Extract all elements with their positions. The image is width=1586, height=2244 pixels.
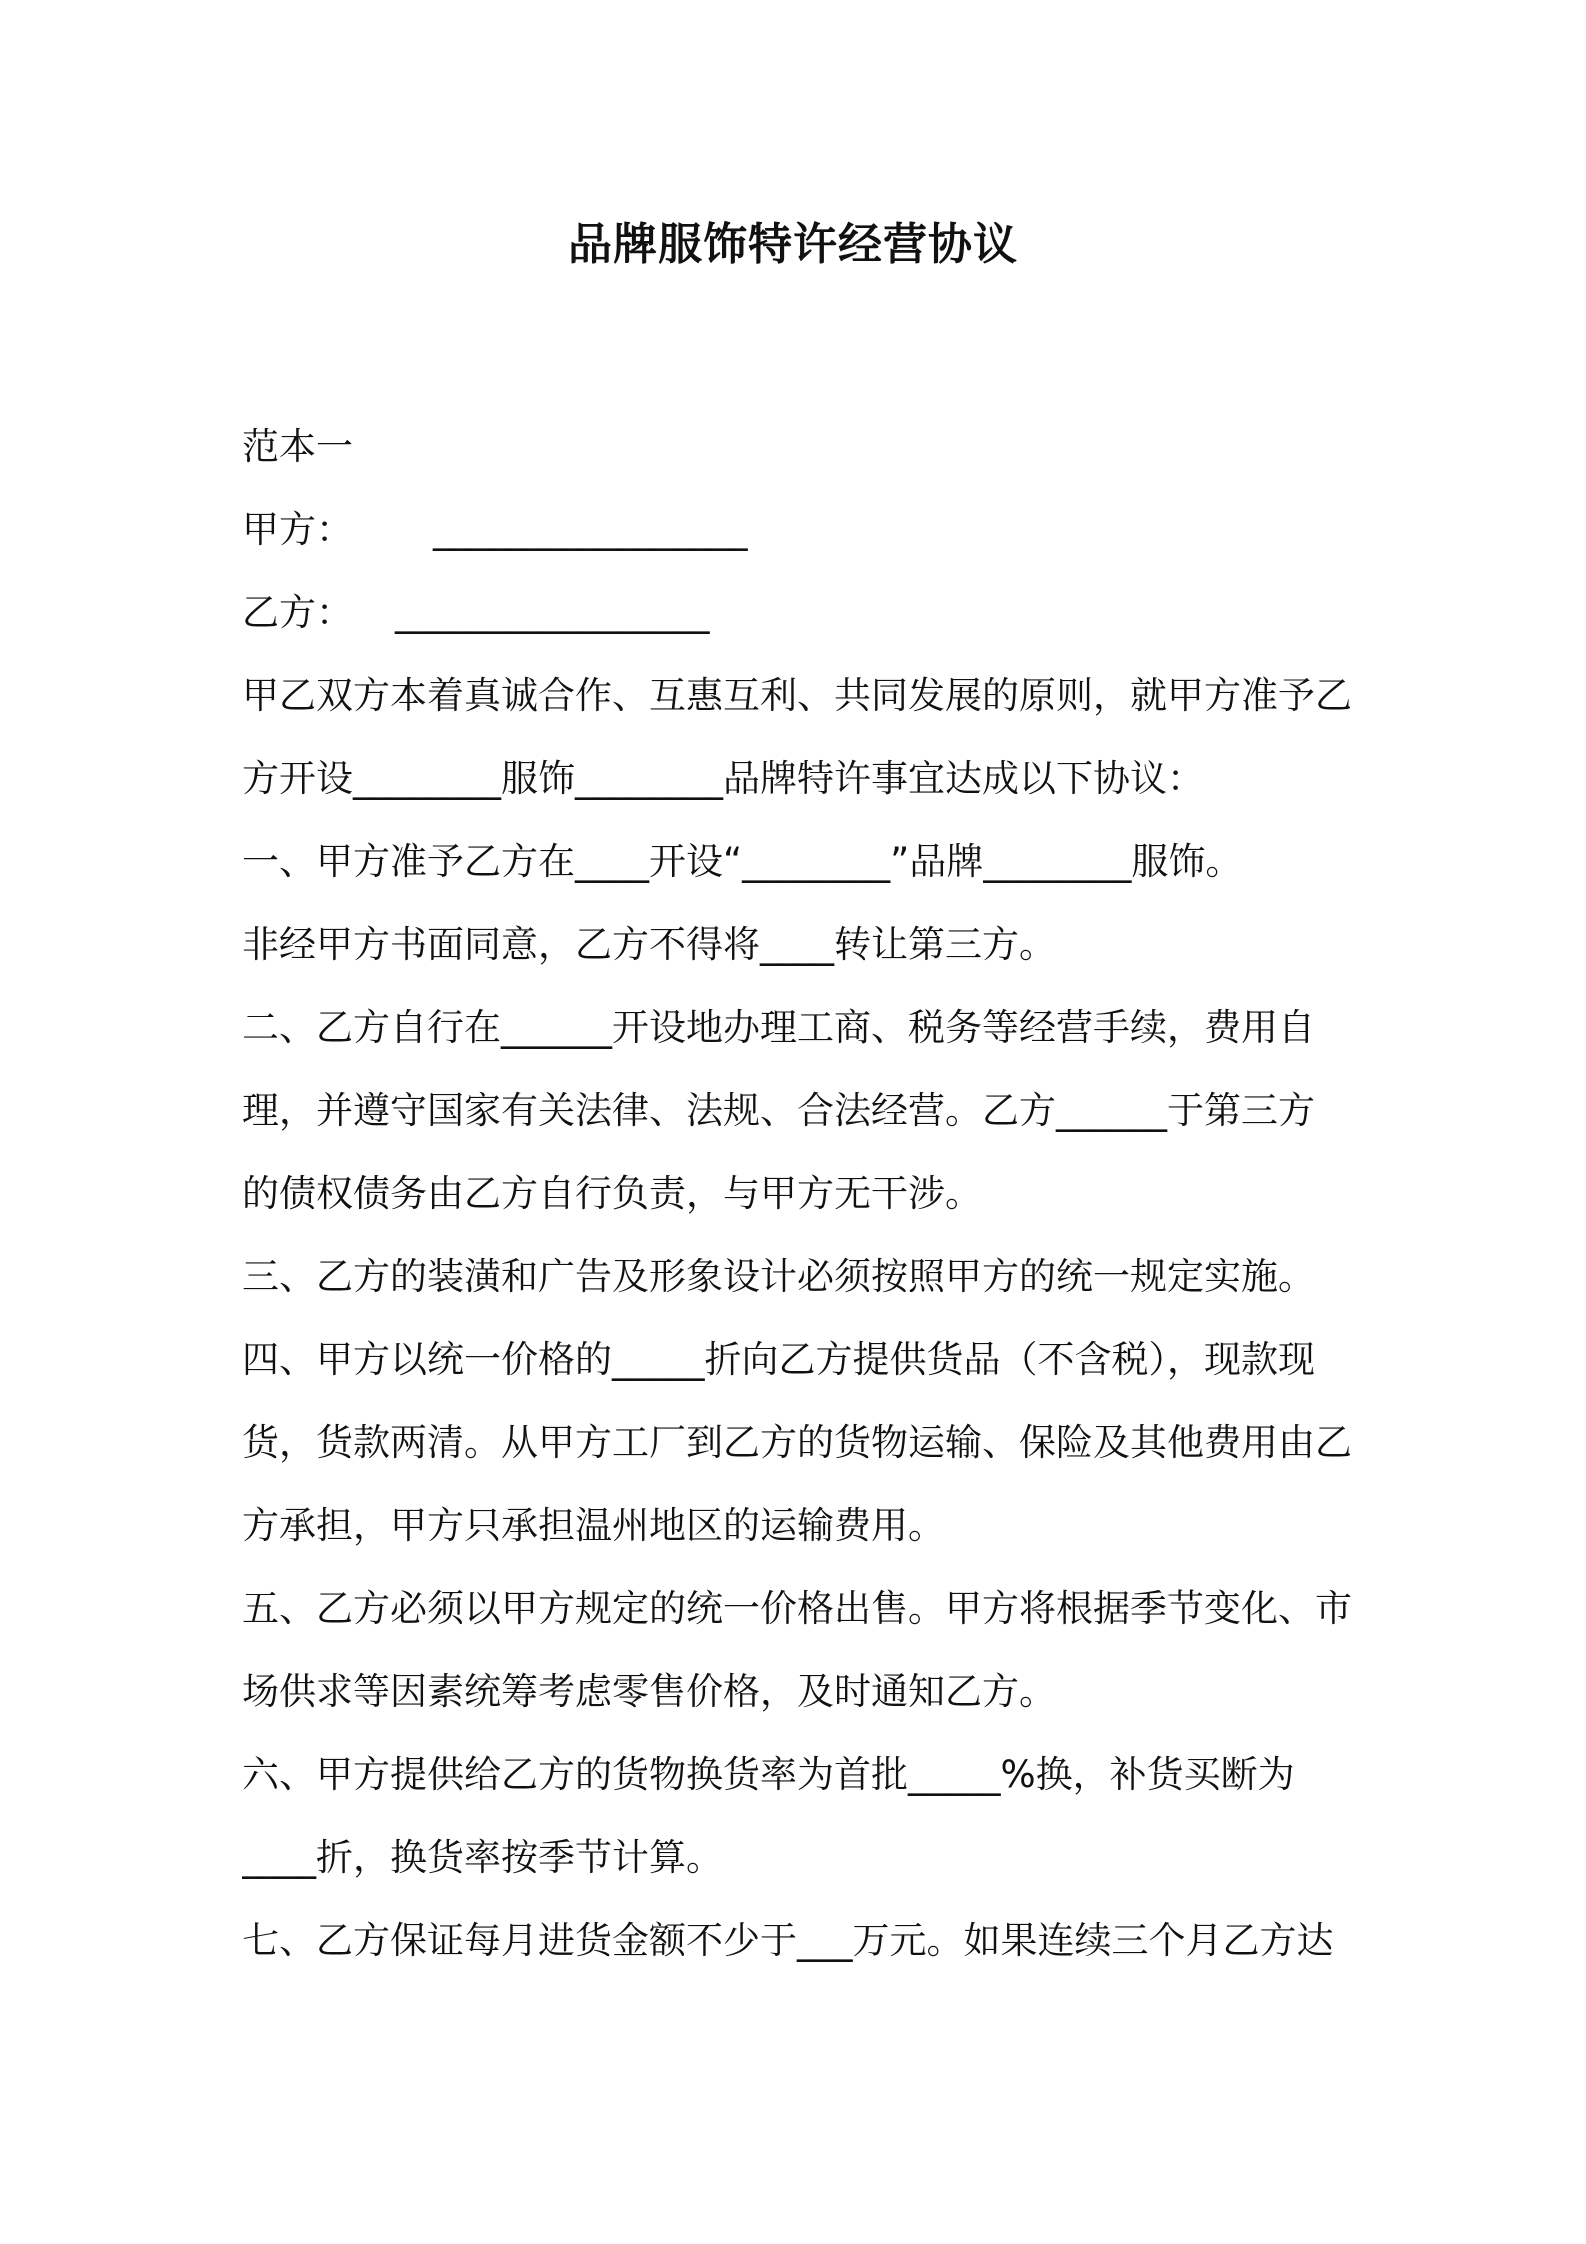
clause-1-line: 一、甲方准予乙方在____开设“________”品牌________服饰。 (242, 840, 1243, 883)
clause-7-line: 七、乙方保证每月进货金额不少于___万元。如果连续三个月乙方达 (242, 1919, 1334, 1962)
body-line: 方开设________服饰________品牌特许事宜达成以下协议： (242, 757, 1204, 800)
party-a-label: 甲方： (242, 508, 353, 551)
body-line: 的债权债务由乙方自行负责，与甲方无干涉。 (242, 1172, 982, 1215)
party-a-line (242, 488, 1362, 571)
clause-3-line: 三、乙方的装潢和广告及形象设计必须按照甲方的统一规定实施。 (242, 1255, 1315, 1298)
sample-label: 范本一 (242, 425, 353, 468)
party-b-label: 乙方： (242, 591, 353, 634)
body-line: 货，货款两清。从甲方工厂到乙方的货物运输、保险及其他费用由乙 (242, 1421, 1352, 1464)
document-title: 品牌服饰特许经营协议 (568, 219, 1018, 270)
document-body (242, 405, 1362, 1982)
body-line: 甲乙双方本着真诚合作、互惠互利、共同发展的原则，就甲方准予乙 (242, 674, 1352, 717)
clause-5-line: 五、乙方必须以甲方规定的统一价格出售。甲方将根据季节变化、市 (242, 1587, 1352, 1630)
body-line: ____折，换货率按季节计算。 (242, 1836, 723, 1879)
party-b-line (242, 571, 1362, 654)
party-a-blank: _________________ (433, 508, 748, 551)
body-line: 理，并遵守国家有关法律、法规、合法经营。乙方______于第三方 (242, 1089, 1315, 1132)
body-line: 方承担，甲方只承担温州地区的运输费用。 (242, 1504, 945, 1547)
party-b-blank: _________________ (395, 591, 710, 634)
clause-4-line: 四、甲方以统一价格的_____折向乙方提供货品（不含税），现款现 (242, 1338, 1315, 1381)
body-line: 场供求等因素统筹考虑零售价格，及时通知乙方。 (242, 1670, 1056, 1713)
body-line: 非经甲方书面同意，乙方不得将____转让第三方。 (242, 923, 1056, 966)
clause-6-line: 六、甲方提供给乙方的货物换货率为首批_____%换，补货买断为 (242, 1753, 1295, 1796)
clause-2-line: 二、乙方自行在______开设地办理工商、税务等经营手续，费用自 (242, 1006, 1315, 1049)
